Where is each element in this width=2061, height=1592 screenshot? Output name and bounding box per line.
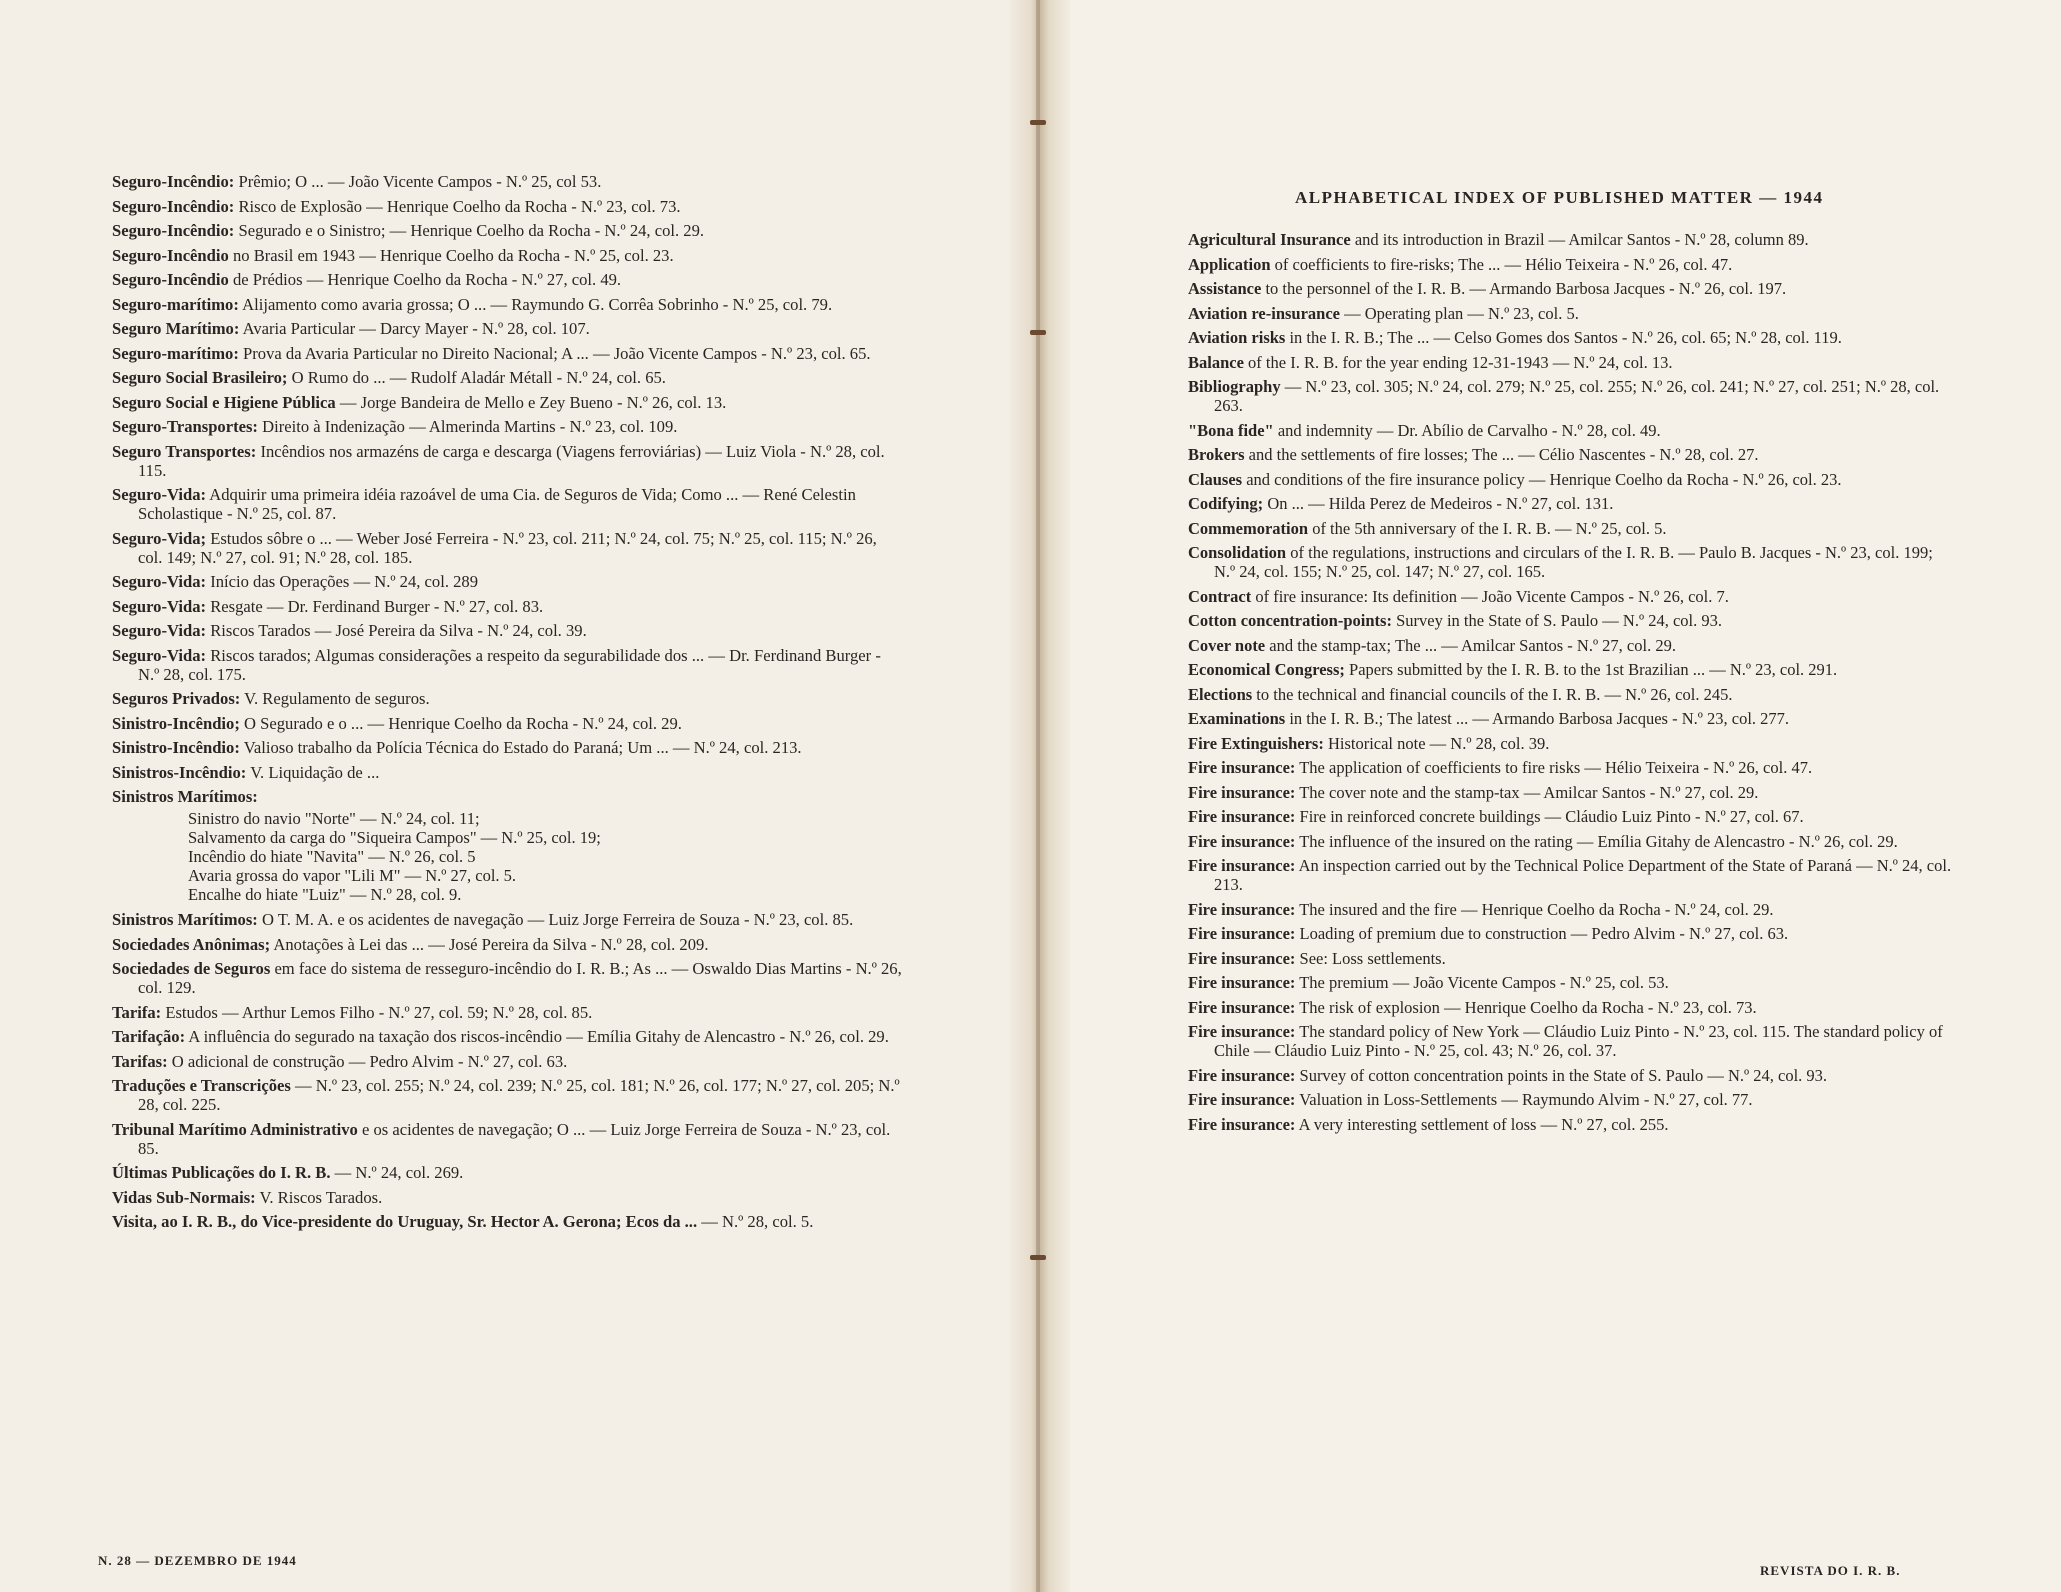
entry-subject: Commemoration [1188,518,1309,538]
entry-subject: Cover note [1188,635,1266,655]
entry-subject: Sociedades de Seguros [112,959,271,978]
index-entry [112,763,902,782]
entry-subject: Vidas Sub-Normais: [112,1187,256,1207]
entry-text: Valuation in Loss-Settlements — Raymundo Alvim - N.º 27, col. 77. [1299,1090,1753,1109]
index-entry [1188,758,1958,777]
index-entry [1188,973,1958,992]
entry-text: Adquirir uma primeira idéia razoável de uma Cia. de Seguros de Vida; Como ... — René Celestin Scholastique - N.º 25, col. 87. [138,485,856,523]
entry-subject: Seguro-Vida: [112,485,207,504]
index-entry [1188,519,1958,538]
entry-text: A influência do segurado na taxação dos riscos-incêndio — Emília Gitahy de Alencastro - N.º 26, col. 29. [188,1027,889,1046]
entry-text: O Segurado e o ... — Henrique Coelho da Rocha - N.º 24, col. 29. [244,713,682,733]
entry-text: Incêndios nos armazéns de carga e descarga (Viagens ferroviárias) — Luiz Viola - N.º 28, col. 115. [138,441,885,480]
entry-subject: Fire insurance: [1188,1022,1296,1041]
index-entry [112,1027,902,1046]
index-entry [112,221,902,240]
index-entry [1188,230,1958,249]
index-entry [1188,587,1958,606]
entry-subject: Clauses [1188,469,1243,489]
entry-text: Prêmio; O ... — João Vicente Campos - N.º 25, col 53. [238,172,602,191]
entry-text: Loading of premium due to construction — Pedro Alvim - N.º 27, col. 63. [1299,924,1789,943]
index-entry [1188,279,1958,298]
entry-text: e os acidentes de navegação; O ... — Luiz Jorge Ferreira de Souza - N.º 23, col. 85. [138,1119,891,1158]
entry-subject: Seguro Marítimo: [112,319,240,338]
entry-text: em face do sistema de resseguro-incêndio do I. R. B.; As ... — Oswaldo Dias Martins - N.º 26, col. 129. [138,959,902,997]
entry-text: On ... — Hilda Perez de Medeiros - N.º 27, col. 131. [1267,494,1614,513]
index-entry [1188,470,1958,489]
entry-text: of the I. R. B. for the year ending 12-31-1943 — N.º 24, col. 13. [1248,352,1673,372]
index-entry [112,714,902,733]
index-entry [1188,377,1958,415]
index-entry [112,689,902,708]
entry-subject: Seguro-Vida: [112,621,207,640]
entry-text: of the 5th anniversary of the I. R. B. — N.º 25, col. 5. [1312,518,1667,538]
sublist-item: Avaria grossa do vapor "Lili M" — N.º 27, col. 5. [188,866,517,885]
index-entry-maritimos [112,787,902,904]
entry-text: The application of coefficients to fire risks — Hélio Teixeira - N.º 26, col. 47. [1299,758,1813,777]
entry-text: Prova da Avaria Particular no Direito Nacional; A ... — João Vicente Campos - N.º 23, col. 65. [243,343,871,363]
index-entry [1188,636,1958,655]
entry-subject: Fire insurance: [1188,973,1296,992]
index-entry [112,442,902,480]
index-entry [1188,1115,1958,1134]
page-title: ALPHABETICAL INDEX OF PUBLISHED MATTER — 1944 [1295,188,1824,207]
entry-text: The risk of explosion — Henrique Coelho da Rocha - N.º 23, col. 73. [1299,997,1757,1017]
entry-subject: Fire insurance: [1188,924,1296,943]
entry-subject: Codifying; [1188,494,1264,513]
index-entry [112,1163,902,1182]
index-entry [1188,709,1958,728]
index-entry [1188,807,1958,826]
binding-staple [1030,120,1046,125]
index-entry [1188,783,1958,802]
entry-subject: Economical Congress; [1188,660,1345,679]
entry-subject: Visita, ao I. R. B., do Vice-presidente do Uruguay, Sr. Hector A. Gerona; Ecos da ... [112,1212,698,1231]
left-page-footer: N. 28 — DEZEMBRO DE 1944 [98,1553,297,1568]
index-entry [112,646,902,684]
index-entry [112,1212,902,1231]
entry-text: An inspection carried out by the Technical Police Department of the State of Paraná — N.º 24, col. 213. [1214,856,1952,894]
entry-text: of the regulations, instructions and circulars of the I. R. B. — Paulo B. Jacques - N.º 23, col. 199; N.º 24, col. 155; N.º 25, col. 147; N.º 27, col. 165. [1214,543,1933,581]
entry-subject: Fire insurance: [1188,831,1296,851]
entry-subject: Tarifa: [112,1002,162,1022]
entry-text: — Operating plan — N.º 23, col. 5. [1344,303,1579,323]
entry-subject: Seguro-Incêndio: [112,196,235,216]
entry-subject: Traduções e Transcrições [112,1076,291,1095]
entry-text: of fire insurance: Its definition — João Vicente Campos - N.º 26, col. 7. [1255,586,1729,606]
entry-text: Valioso trabalho da Polícia Técnica do Estado do Paraná; Um ... — N.º 24, col. 213. [243,738,802,757]
entry-text: V. Liquidação de ... [250,762,380,782]
entry-text: See: Loss settlements. [1299,948,1446,968]
entry-text: O adicional de construção — Pedro Alvim - N.º 27, col. 63. [171,1051,568,1071]
index-entry [1188,832,1958,851]
entry-text: Resgate — Dr. Ferdinand Burger - N.º 27, col. 83. [210,596,544,616]
entry-text: O T. M. A. e os acidentes de navegação — Luiz Jorge Ferreira de Souza - N.º 23, col. 85. [261,910,854,929]
index-entry [1188,924,1958,943]
index-entry [112,738,902,757]
entry-subject: Fire insurance: [1188,899,1296,919]
right-page-footer: REVISTA DO I. R. B. [1760,1563,1901,1578]
index-entry [1188,734,1958,753]
index-entry [112,172,902,191]
index-entry [112,270,902,289]
entry-subject: Fire insurance: [1188,1090,1296,1109]
index-entry [1188,1090,1958,1109]
entry-text: in the I. R. B.; The ... — Celso Gomes dos Santos - N.º 26, col. 65; N.º 28, col. 119. [1289,328,1842,347]
index-entry [112,393,902,412]
entry-text: and the stamp-tax; The ... — Amilcar Santos - N.º 27, col. 29. [1269,635,1676,655]
entry-subject: Elections [1188,684,1253,704]
entry-subject: Sinistros Marítimos: [112,787,258,806]
index-entry [1188,494,1958,513]
index-entry [112,959,902,997]
entry-subject: Consolidation [1188,543,1287,562]
entry-subject: Seguro-marítimo: [112,343,239,363]
entry-subject: Sinistro-Incêndio: [112,738,240,757]
index-entry [1188,1022,1958,1060]
index-entry [112,935,902,954]
entry-text: Survey of cotton concentration points in the State of S. Paulo — N.º 24, col. 93. [1299,1065,1828,1085]
entry-text: Riscos tarados; Algumas considerações a respeito da segurabilidade dos ... — Dr. Ferdinand Burger - N.º 28, col. 175. [138,645,881,684]
entry-text: Riscos Tarados — José Pereira da Silva - N.º 24, col. 39. [210,621,587,640]
entry-text: — Jorge Bandeira de Mello e Zey Bueno - N.º 26, col. 13. [339,392,727,412]
index-entry [112,368,902,387]
entry-text: to the personnel of the I. R. B. — Armando Barbosa Jacques - N.º 26, col. 197. [1265,279,1787,298]
entry-subject: Seguro-Incêndio [112,270,229,289]
entry-text: The influence of the insured on the rating — Emília Gitahy de Alencastro - N.º 26, col. 29. [1299,831,1898,851]
entry-text: Estudos sôbre o ... — Weber José Ferreira - N.º 23, col. 211; N.º 24, col. 75; N.º 25, col. 115; N.º 26, col. 149; N.º 27, col. 91; N.º 28, col. 185. [138,528,877,567]
entry-text: — N.º 23, col. 305; N.º 24, col. 279; N.º 25, col. 255; N.º 26, col. 241; N.º 27, col. 251; N.º 28, col. 263. [1214,377,1940,415]
entry-subject: Últimas Publicações do I. R. B. [112,1163,331,1182]
left-index-list [112,172,902,1237]
maritimos-sublist [138,809,902,904]
entry-subject: Fire insurance: [1188,782,1296,802]
entry-text: in the I. R. B.; The latest ... — Armando Barbosa Jacques - N.º 23, col. 277. [1289,709,1790,728]
binding-staple [1030,1255,1046,1260]
index-entry [1188,304,1958,323]
index-entry [112,1052,902,1071]
entry-text: Risco de Explosão — Henrique Coelho da Rocha - N.º 23, col. 73. [238,196,681,216]
entry-text: to the technical and financial councils of the I. R. B. — N.º 26, col. 245. [1256,684,1733,704]
entry-subject: Fire insurance: [1188,807,1296,826]
binding-crease [1036,0,1040,1592]
entry-subject: Sinistros Marítimos: [112,910,258,929]
entry-text: V. Riscos Tarados. [259,1187,383,1207]
index-entry [1188,685,1958,704]
entry-subject: Sinistro-Incêndio; [112,713,240,733]
entry-subject: Seguro-Transportes: [112,417,258,436]
entry-subject: Fire insurance: [1188,758,1296,777]
sublist-item: Salvamento da carga do "Siqueira Campos" — N.º 25, col. 19; [188,828,601,847]
entry-subject: Aviation risks [1188,328,1286,347]
index-entry [1188,611,1958,630]
entry-text: Historical note — N.º 28, col. 39. [1327,733,1550,753]
entry-subject: Bibliography [1188,377,1281,396]
index-entry [112,1188,902,1207]
index-entry [112,1076,902,1114]
entry-subject: Fire insurance: [1188,948,1296,968]
entry-subject: Brokers [1188,445,1245,464]
entry-text: and indemnity — Dr. Abílio de Carvalho - N.º 28, col. 49. [1277,420,1661,440]
index-entry [112,485,902,523]
entry-subject: Seguro-Incêndio: [112,221,235,240]
entry-subject: Application [1188,254,1271,274]
index-entry [1188,421,1958,440]
entry-subject: Fire insurance: [1188,997,1296,1017]
index-entry [112,246,902,265]
entry-text: Direito à Indenização — Almerinda Martins - N.º 23, col. 109. [262,417,678,436]
binding-staple [1030,330,1046,335]
entry-text: — N.º 23, col. 255; N.º 24, col. 239; N.º 25, col. 181; N.º 26, col. 177; N.º 27, col. 205; N.º 28, col. 225. [138,1076,900,1114]
index-entry [1188,949,1958,968]
entry-text: Alijamento como avaria grossa; O ... — Raymundo G. Corrêa Sobrinho - N.º 25, col. 79. [242,294,833,314]
index-entry [112,344,902,363]
entry-subject: Seguro-Vida; [112,528,207,548]
entry-text: of coefficients to fire-risks; The ... — Hélio Teixeira - N.º 26, col. 47. [1274,254,1733,274]
entry-text: The standard policy of New York — Cláudio Luiz Pinto - N.º 23, col. 115. The standard policy of Chile — Cláudio Luiz Pinto - N.º 25, col. 43; N.º 26, col. 37. [1214,1022,1943,1060]
index-entry [112,1120,902,1158]
index-entry [1188,998,1958,1017]
entry-text: The insured and the fire — Henrique Coelho da Rocha - N.º 24, col. 29. [1299,899,1774,919]
sublist-item: Incêndio do hiate "Navita" — N.º 26, col. 5 [188,847,476,866]
index-entry [1188,660,1958,679]
index-entry [112,295,902,314]
entry-subject: Examinations [1188,709,1286,728]
index-entry [112,621,902,640]
sublist-item: Encalhe do hiate "Luiz" — N.º 28, col. 9. [188,885,462,904]
entry-text: Anotações à Lei das ... — José Pereira da Silva - N.º 28, col. 209. [273,934,709,954]
entry-text: Estudos — Arthur Lemos Filho - N.º 27, col. 59; N.º 28, col. 85. [165,1002,593,1022]
index-entry [112,572,902,591]
entry-text: Avaria Particular — Darcy Mayer - N.º 28, col. 107. [242,319,590,338]
entry-subject: Seguro Transportes: [112,441,257,461]
index-entry [1188,255,1958,274]
entry-subject: Contract [1188,586,1252,606]
entry-subject: Sinistros-Incêndio: [112,762,247,782]
entry-text: no Brasil em 1943 — Henrique Coelho da Rocha - N.º 25, col. 23. [232,245,674,265]
index-entry [112,910,902,929]
entry-subject: Seguro-Vida: [112,645,207,665]
entry-subject: Fire insurance: [1188,1114,1296,1134]
entry-subject: Fire insurance: [1188,1065,1296,1085]
index-entry [1188,543,1958,581]
index-entry [1188,445,1958,464]
entry-text: O Rumo do ... — Rudolf Aladár Métall - N.º 24, col. 65. [291,368,666,387]
index-entry [112,197,902,216]
right-page [1040,0,2061,1592]
entry-text: Início das Operações — N.º 24, col. 289 [210,572,479,591]
sublist-item: Sinistro do navio "Norte" — N.º 24, col. 11; [188,809,480,828]
entry-text: — N.º 24, col. 269. [334,1163,464,1182]
right-index-list [1188,230,1958,1139]
index-entry [1188,328,1958,347]
index-entry [112,597,902,616]
entry-subject: Seguro-Incêndio [112,245,229,265]
entry-subject: Sociedades Anônimas; [112,934,271,954]
index-entry [1188,1066,1958,1085]
index-entry [1188,856,1958,894]
index-entry [112,417,902,436]
entry-subject: Aviation re-insurance [1188,303,1341,323]
entry-subject: Cotton concentration-points: [1188,611,1392,630]
entry-subject: Seguro-marítimo: [112,294,239,314]
entry-subject: Seguro-Incêndio: [112,172,235,191]
entry-text: V. Regulamento de seguros. [244,689,430,708]
entry-subject: Tribunal Marítimo Administrativo [112,1119,358,1139]
entry-text: Papers submitted by the I. R. B. to the 1st Brazilian ... — N.º 23, col. 291. [1349,660,1838,679]
entry-subject: Seguro-Vida: [112,572,207,591]
index-entry [112,319,902,338]
index-entry [1188,353,1958,372]
entry-text: Survey in the State of S. Paulo — N.º 24, col. 93. [1396,611,1723,630]
index-entry [112,529,902,567]
entry-text: The premium — João Vicente Campos - N.º 25, col. 53. [1299,973,1669,992]
entry-subject: Seguros Privados: [112,689,241,708]
entry-subject: Seguro-Vida: [112,596,207,616]
book-gutter [1010,0,1070,1592]
entry-text: de Prédios — Henrique Coelho da Rocha - N.º 27, col. 49. [232,270,622,289]
entry-text: The cover note and the stamp-tax — Amilcar Santos - N.º 27, col. 29. [1299,782,1759,802]
entry-subject: Agricultural Insurance [1188,230,1351,249]
entry-text: — N.º 28, col. 5. [701,1212,814,1231]
entry-subject: Tarifação: [112,1027,186,1046]
entry-subject: Assistance [1188,279,1262,298]
index-entry [1188,900,1958,919]
entry-subject: Balance [1188,352,1244,372]
entry-subject: Fire Extinguishers: [1188,733,1324,753]
entry-text: and its introduction in Brazil — Amilcar Santos - N.º 28, column 89. [1354,230,1809,249]
entry-subject: Seguro Social e Higiene Pública [112,392,336,412]
entry-subject: Seguro Social Brasileiro; [112,368,288,387]
index-entry [112,1003,902,1022]
entry-subject: "Bona fide" [1188,420,1274,440]
entry-subject: Tarifas: [112,1051,168,1071]
entry-text: and the settlements of fire losses; The ... — Célio Nascentes - N.º 28, col. 27. [1248,445,1759,464]
entry-text: and conditions of the fire insurance policy — Henrique Coelho da Rocha - N.º 26, col. 23. [1246,469,1842,489]
entry-text: Fire in reinforced concrete buildings — Cláudio Luiz Pinto - N.º 27, col. 67. [1299,807,1804,826]
entry-subject: Fire insurance: [1188,856,1296,875]
entry-text: Segurado e o Sinistro; — Henrique Coelho da Rocha - N.º 24, col. 29. [238,221,705,240]
entry-text: A very interesting settlement of loss — N.º 27, col. 255. [1298,1114,1669,1134]
